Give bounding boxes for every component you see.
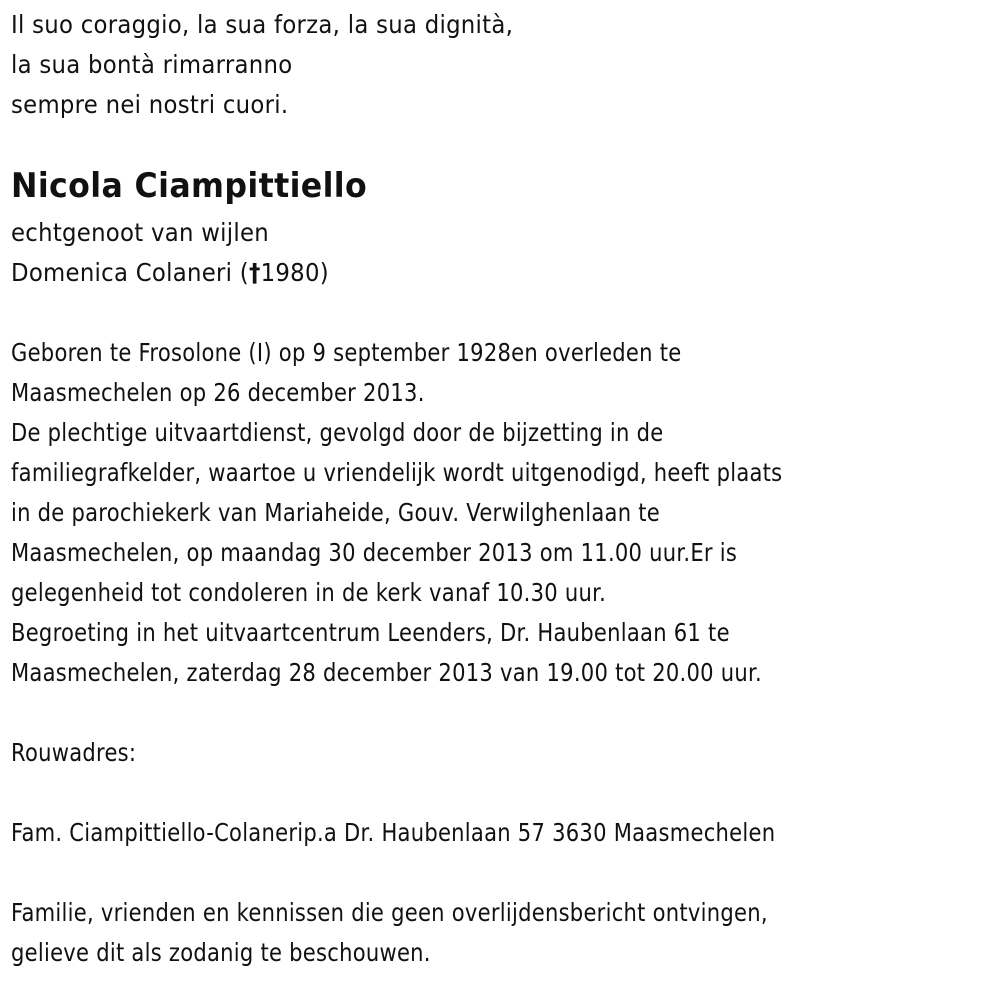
spouse-death-year: 1980): [260, 258, 329, 287]
announcement-line: familiegrafkelder, waartoe u vriendelijk wordt uitgenodigd, heeft plaats: [11, 458, 783, 487]
closing-line: gelieve dit als zodanig te beschouwen.: [11, 938, 431, 967]
announcement-line: Maasmechelen, op maandag 30 december 2013 om 11.00 uur.Er is: [11, 538, 738, 567]
announcement-line: Maasmechelen op 26 december 2013.: [11, 378, 425, 407]
cross-icon: †: [248, 258, 261, 287]
relation-text: echtgenoot van wijlen: [11, 218, 269, 247]
deceased-name: Nicola Ciampittiello: [11, 166, 368, 206]
announcement-line: De plechtige uitvaartdienst, gevolgd door de bijzetting in de: [11, 418, 664, 447]
mourning-address-value: Fam. Ciampittiello-Colanerip.a Dr. Haubenlaan 57 3630 Maasmechelen: [11, 818, 776, 847]
poem-line: Il suo coraggio, la sua forza, la sua dignità,: [11, 10, 514, 39]
announcement-line: Begroeting in het uitvaartcentrum Leenders, Dr. Haubenlaan 61 te: [11, 618, 730, 647]
spouse-name: Domenica Colaneri (: [11, 258, 249, 287]
announcement-line: in de parochiekerk van Mariaheide, Gouv. Verwilghenlaan te: [11, 498, 661, 527]
poem-line: sempre nei nostri cuori.: [11, 90, 289, 119]
spouse-line: [11, 258, 329, 288]
closing-line: Familie, vrienden en kennissen die geen overlijdensbericht ontvingen,: [11, 898, 768, 927]
poem-line: la sua bontà rimarranno: [11, 50, 293, 79]
mourning-address-label: Rouwadres:: [11, 738, 137, 767]
announcement-line: Maasmechelen, zaterdag 28 december 2013 van 19.00 tot 20.00 uur.: [11, 658, 762, 687]
announcement-line: Geboren te Frosolone (I) op 9 september 1928en overleden te: [11, 338, 682, 367]
announcement-line: gelegenheid tot condoleren in de kerk vanaf 10.30 uur.: [11, 578, 607, 607]
